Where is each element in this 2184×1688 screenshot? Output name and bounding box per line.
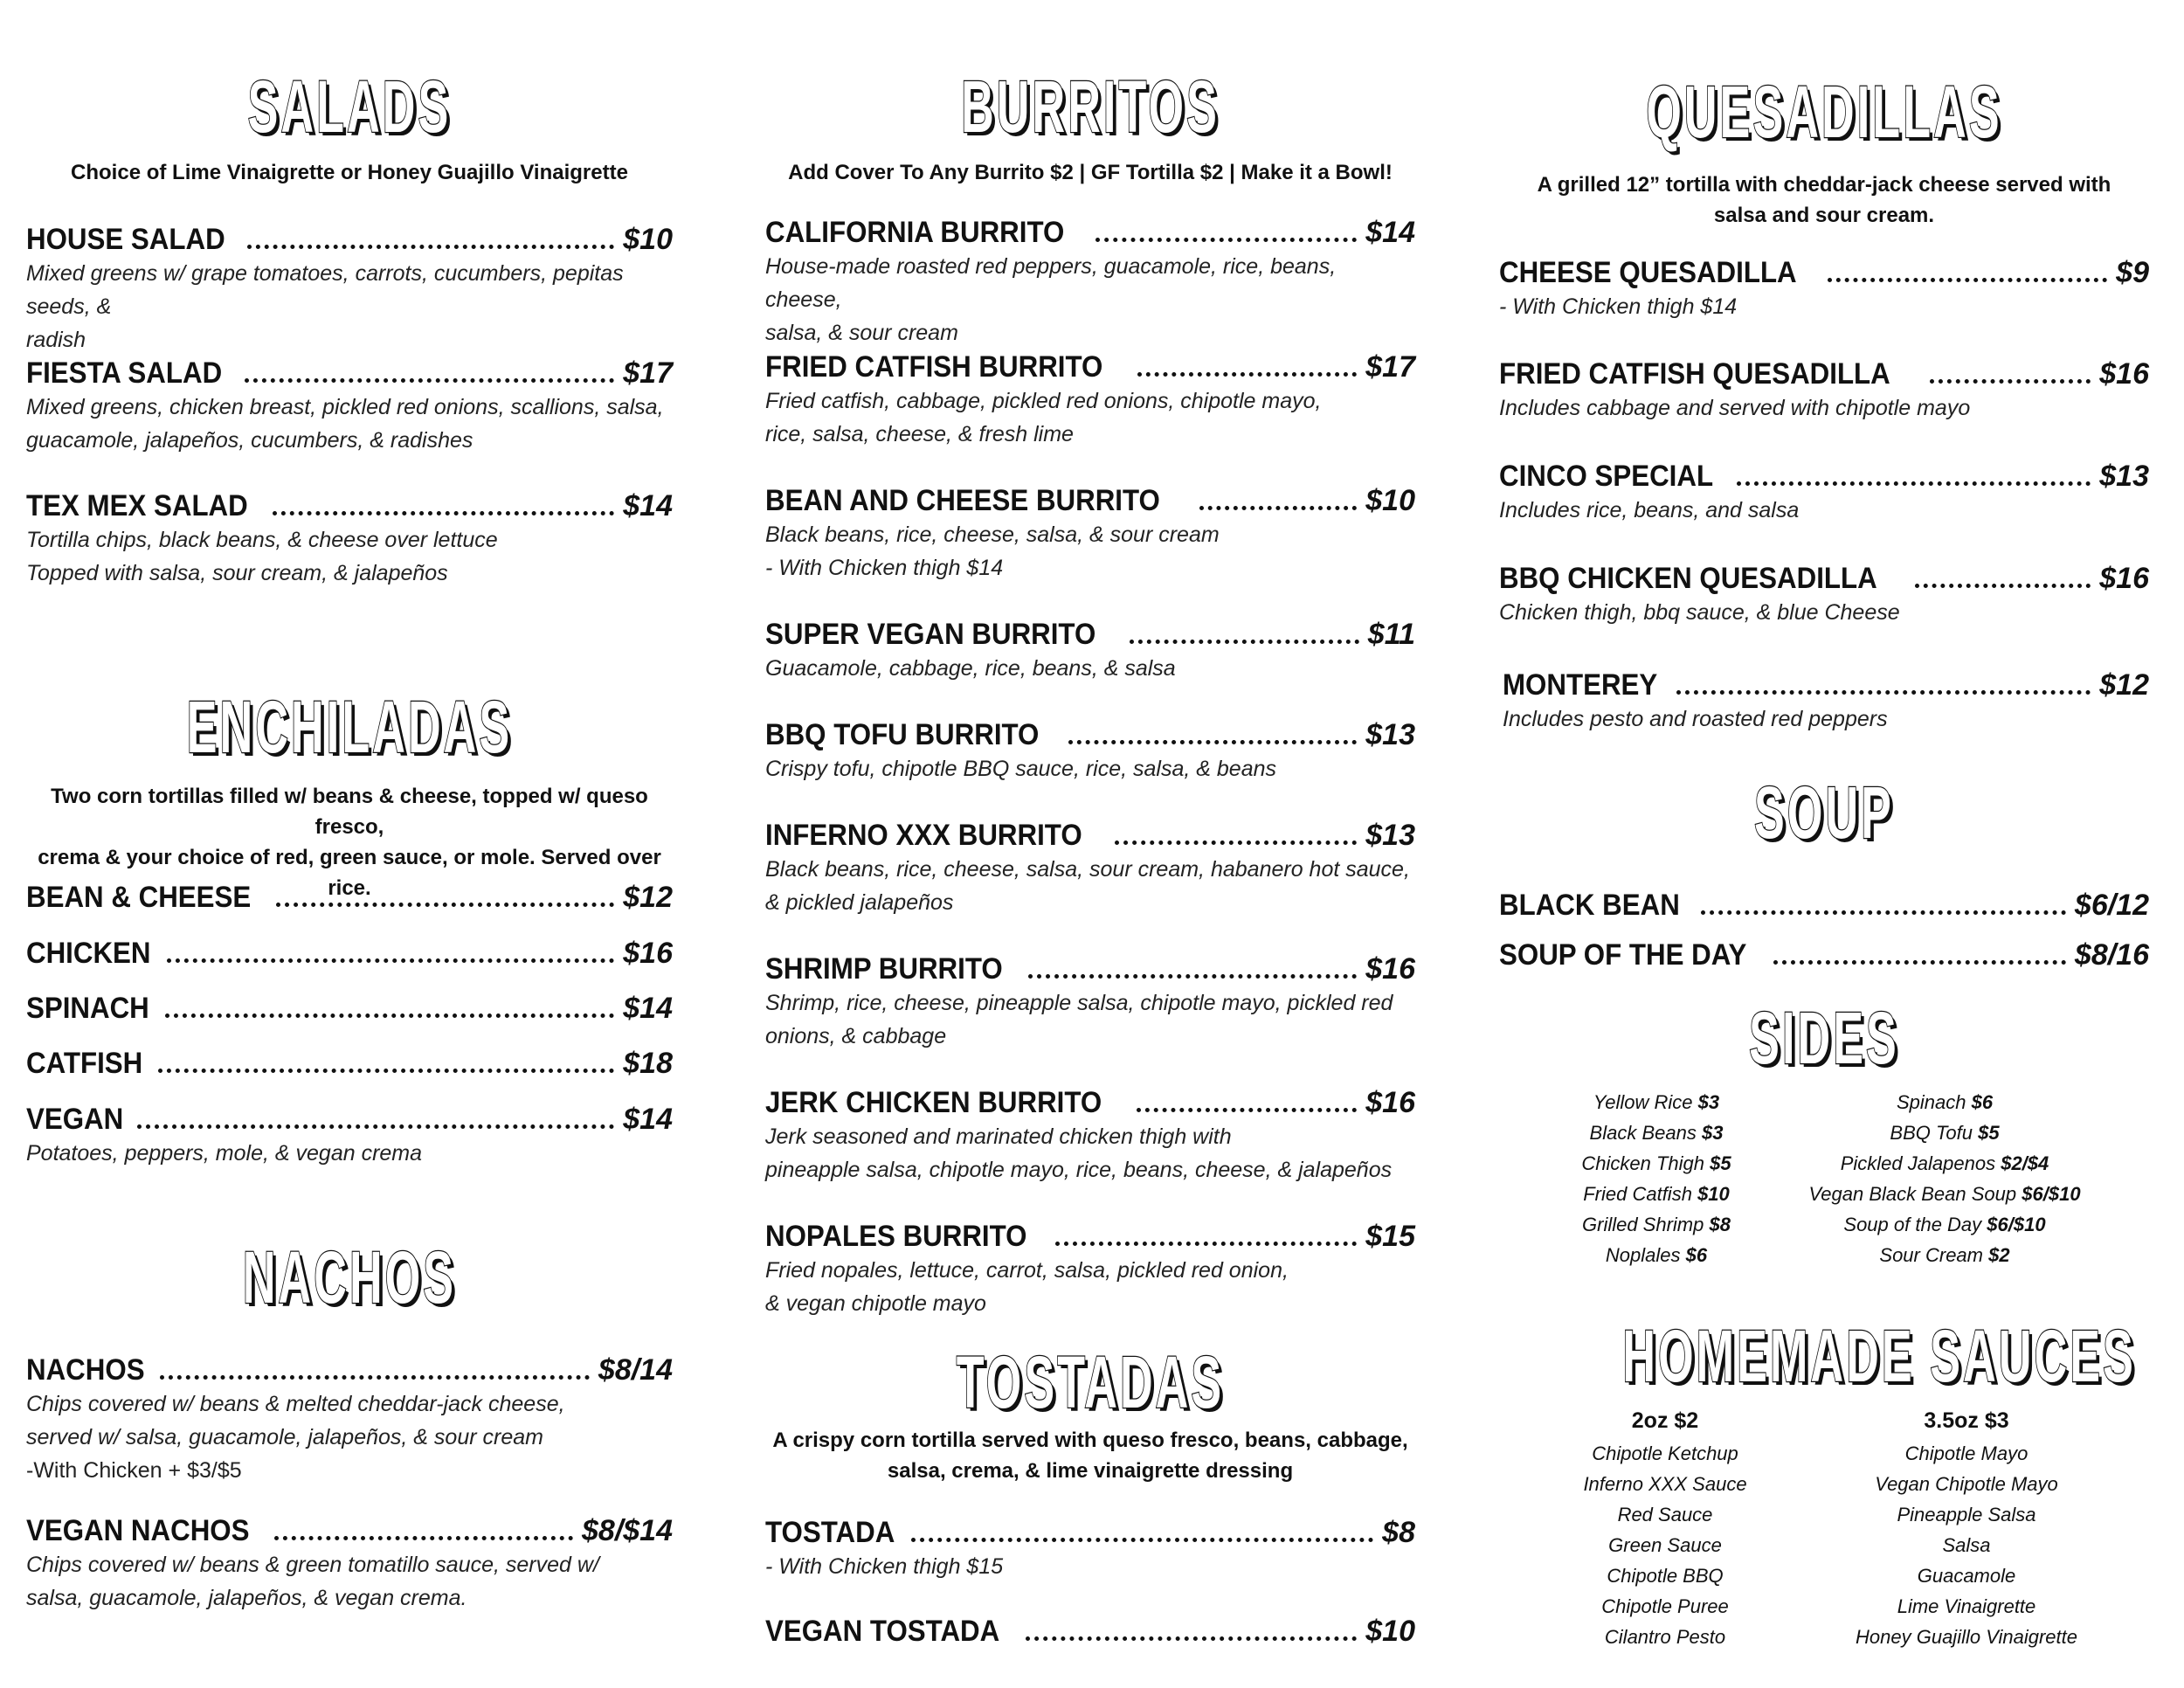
leader-dots bbox=[273, 511, 614, 515]
side-item: Black Beans $3 bbox=[1589, 1122, 1724, 1144]
leader-dots bbox=[165, 1013, 614, 1018]
item-description: Chips covered w/ beans & melted cheddar-jack cheese, served w/ salsa, guacamole, jalapeños, & sour cream -With Chicken + $3/$5 bbox=[26, 1392, 565, 1483]
sauce-item: Chipotle Ketchup bbox=[1592, 1442, 1738, 1464]
leader-dots bbox=[1028, 974, 1357, 979]
item-price: $13 bbox=[2099, 460, 2149, 493]
item-description: Black beans, rice, cheese, salsa, sour cream, habanero hot sauce, & pickled jalapeños bbox=[765, 857, 1410, 915]
menu-item-spinach bbox=[26, 991, 673, 1026]
item-name: TEX MEX SALAD bbox=[26, 489, 248, 522]
menu-item-cinco-special bbox=[1499, 459, 2149, 527]
sides-right-column bbox=[1796, 1087, 2093, 1270]
leader-dots bbox=[1130, 640, 1359, 644]
item-price: $16 bbox=[623, 937, 673, 970]
item-name: BBQ TOFU BURRITO bbox=[765, 718, 1040, 751]
sauce-item: Chipotle Puree bbox=[1601, 1595, 1729, 1617]
item-description: - With Chicken thigh $15 bbox=[765, 1554, 1004, 1579]
item-name: INFERNO XXX BURRITO bbox=[765, 819, 1082, 852]
item-price: $16 bbox=[1365, 1086, 1415, 1119]
sauce-size-2oz: 2oz $2 bbox=[1631, 1408, 1699, 1433]
leader-dots bbox=[1701, 910, 2066, 915]
menu-item-black-bean bbox=[1499, 888, 2149, 923]
side-item: BBQ Tofu $5 bbox=[1890, 1122, 2000, 1144]
side-item: Pickled Jalapenos $2/$4 bbox=[1840, 1152, 2049, 1174]
sauce-item: Chipotle Mayo bbox=[1904, 1442, 2028, 1464]
sauce-item: Vegan Chipotle Mayo bbox=[1875, 1473, 2058, 1495]
menu-item-tostada bbox=[765, 1515, 1415, 1583]
menu-item-super-vegan-burrito bbox=[765, 617, 1415, 685]
sauce-item: Salsa bbox=[1942, 1534, 1991, 1556]
item-name: BEAN & CHEESE bbox=[26, 881, 252, 914]
leader-dots bbox=[1737, 481, 2091, 486]
menu-item-monterey bbox=[1503, 668, 2149, 736]
item-name: BLACK BEAN bbox=[1499, 889, 1680, 922]
leader-dots bbox=[1930, 379, 2091, 384]
menu-item-inferno-xxx-burrito bbox=[765, 818, 1415, 919]
leader-dots bbox=[1828, 278, 2107, 282]
item-price: $13 bbox=[1365, 819, 1415, 852]
leader-dots bbox=[1137, 372, 1357, 377]
item-name: FRIED CATFISH BURRITO bbox=[765, 350, 1103, 384]
burritos-subtitle: Add Cover To Any Burrito $2 | GF Tortilla $2 | Make it a Bowl! bbox=[788, 161, 1393, 184]
item-description: Chicken thigh, bbq sauce, & blue Cheese bbox=[1499, 600, 1900, 625]
menu-item-nopales-burrito bbox=[765, 1219, 1415, 1320]
menu-item-fried-catfish-burrito bbox=[765, 349, 1415, 451]
item-price: $17 bbox=[623, 356, 673, 390]
item-name: VEGAN NACHOS bbox=[26, 1514, 250, 1547]
item-price: $18 bbox=[623, 1047, 673, 1080]
item-price: $14 bbox=[623, 489, 673, 522]
sauce-item: Red Sauce bbox=[1617, 1504, 1713, 1525]
menu-item-bbq-tofu-burrito bbox=[765, 717, 1415, 785]
item-description: Includes cabbage and served with chipotle mayo bbox=[1499, 396, 1971, 420]
item-price: $11 bbox=[1367, 618, 1415, 651]
menu-item-cheese-quesadilla bbox=[1499, 255, 2149, 323]
item-name: VEGAN TOSTADA bbox=[765, 1615, 1000, 1648]
burritos-title: BURRITOS bbox=[961, 66, 1220, 148]
leader-dots bbox=[1773, 960, 2066, 965]
salads-title: SALADS bbox=[247, 66, 452, 148]
side-item: Spinach $6 bbox=[1896, 1091, 1994, 1113]
side-item: Noplales $6 bbox=[1605, 1244, 1708, 1266]
item-name: CHICKEN bbox=[26, 937, 151, 970]
sauce-size-3-5oz: 3.5oz $3 bbox=[1924, 1408, 2009, 1433]
item-price: $8/16 bbox=[2074, 938, 2149, 972]
sauce-item: Lime Vinaigrette bbox=[1897, 1595, 2036, 1617]
leader-dots bbox=[1095, 238, 1357, 242]
item-price: $10 bbox=[623, 223, 673, 256]
item-description: Tortilla chips, black beans, & cheese over lettuce Topped with salsa, sour cream, & jalapeños bbox=[26, 528, 498, 585]
item-price: $13 bbox=[1365, 718, 1415, 751]
item-name: NOPALES BURRITO bbox=[765, 1220, 1027, 1253]
side-item: Fried Catfish $10 bbox=[1583, 1183, 1730, 1205]
sides-title: SIDES bbox=[1749, 997, 1899, 1079]
leader-dots bbox=[1068, 740, 1358, 744]
menu-item-vegan-nachos bbox=[26, 1513, 673, 1615]
quesadillas-subtitle: A grilled 12” tortilla with cheddar-jack cheese served with salsa and sour cream. bbox=[1537, 173, 2111, 227]
item-description: Mixed greens w/ grape tomatoes, carrots, cucumbers, pepitas seeds, & radish bbox=[26, 261, 624, 352]
side-item: Soup of the Day $6/$10 bbox=[1843, 1214, 2046, 1235]
item-name: FIESTA SALAD bbox=[26, 356, 223, 390]
item-description: Fried nopales, lettuce, carrot, salsa, pickled red onion, & vegan chipotle mayo bbox=[765, 1258, 1289, 1316]
leader-dots bbox=[1137, 1108, 1358, 1112]
side-item: Sour Cream $2 bbox=[1879, 1244, 2010, 1266]
tostadas-subtitle: A crispy corn tortilla served with queso fresco, beans, cabbage, salsa, crema, & lime vinaigrette dressing bbox=[772, 1429, 1408, 1483]
item-description: Includes pesto and roasted red peppers bbox=[1503, 707, 1888, 731]
item-description: Crispy tofu, chipotle BBQ sauce, rice, salsa, & beans bbox=[765, 757, 1276, 781]
sauces-left-column bbox=[1552, 1403, 1779, 1652]
leader-dots bbox=[1115, 841, 1357, 845]
quesadillas-title: QUESADILLAS bbox=[1646, 71, 2002, 153]
item-description: Includes rice, beans, and salsa bbox=[1499, 498, 1800, 522]
item-description: Shrimp, rice, cheese, pineapple salsa, chipotle mayo, pickled red onions, & cabbage bbox=[765, 991, 1393, 1048]
item-description: Jerk seasoned and marinated chicken thigh with pineapple salsa, chipotle mayo, rice, beans, cheese, & jalapeños bbox=[765, 1124, 1393, 1182]
sauce-item: Inferno XXX Sauce bbox=[1583, 1473, 1747, 1495]
menu-item-vegan-tostada bbox=[765, 1614, 1415, 1649]
item-name: VEGAN bbox=[26, 1103, 124, 1136]
side-item: Yellow Rice $3 bbox=[1593, 1091, 1720, 1113]
item-name: SOUP OF THE DAY bbox=[1499, 938, 1747, 972]
menu-item-fiesta-salad bbox=[26, 356, 673, 457]
side-item: Vegan Black Bean Soup $6/$10 bbox=[1808, 1183, 2081, 1205]
leader-dots bbox=[160, 1375, 590, 1380]
item-price: $12 bbox=[2099, 668, 2149, 702]
leader-dots bbox=[158, 1069, 614, 1073]
tostadas-title: TOSTADAS bbox=[956, 1341, 1225, 1423]
menu-item-fried-catfish-quesadilla bbox=[1499, 356, 2149, 425]
item-name: JERK CHICKEN BURRITO bbox=[765, 1086, 1102, 1119]
sauce-item: Cilantro Pesto bbox=[1604, 1626, 1726, 1648]
leader-dots bbox=[137, 1124, 614, 1129]
item-name: CATFISH bbox=[26, 1047, 143, 1080]
item-description: Mixed greens, chicken breast, pickled red onions, scallions, salsa, guacamole, jalapeños, cucumbers, & radishes bbox=[26, 395, 664, 453]
item-price: $12 bbox=[623, 881, 673, 914]
menu-item-bean-cheese bbox=[26, 880, 673, 915]
sauces-list bbox=[1552, 1403, 2111, 1652]
item-price: $8/$14 bbox=[582, 1514, 673, 1547]
menu-item-catfish bbox=[26, 1046, 673, 1081]
homemade-sauces-title: HOMEMADE SAUCES bbox=[1622, 1315, 2136, 1397]
sauce-item: Green Sauce bbox=[1608, 1534, 1722, 1556]
item-price: $8/14 bbox=[598, 1353, 673, 1387]
item-price: $8 bbox=[1382, 1516, 1415, 1549]
item-name: FRIED CATFISH QUESADILLA bbox=[1499, 357, 1890, 391]
leader-dots bbox=[245, 378, 615, 383]
item-price: $14 bbox=[623, 1103, 673, 1136]
item-description: - With Chicken thigh $14 bbox=[1499, 294, 1738, 319]
item-name: SUPER VEGAN BURRITO bbox=[765, 618, 1096, 651]
item-price: $15 bbox=[1365, 1220, 1415, 1253]
item-price: $14 bbox=[623, 992, 673, 1025]
item-description: Chips covered w/ beans & green tomatillo sauce, served w/ salsa, guacamole, jalapeños, & vegan crema. bbox=[26, 1553, 599, 1610]
soup-title: SOUP bbox=[1754, 771, 1894, 854]
item-price: $16 bbox=[2099, 562, 2149, 595]
menu-item-vegan bbox=[26, 1102, 673, 1170]
enchiladas-title: ENCHILADAS bbox=[186, 686, 513, 768]
item-name: NACHOS bbox=[26, 1353, 145, 1387]
item-name: BEAN AND CHEESE BURRITO bbox=[765, 484, 1160, 517]
salads-subtitle: Choice of Lime Vinaigrette or Honey Guajillo Vinaigrette bbox=[71, 161, 628, 184]
item-price: $9 bbox=[2116, 256, 2149, 289]
side-item: Chicken Thigh $5 bbox=[1581, 1152, 1731, 1174]
item-name: CINCO SPECIAL bbox=[1499, 460, 1714, 493]
leader-dots bbox=[1026, 1636, 1358, 1641]
item-name: SPINACH bbox=[26, 992, 149, 1025]
item-name: SHRIMP BURRITO bbox=[765, 952, 1003, 986]
item-name: HOUSE SALAD bbox=[26, 223, 225, 256]
item-price: $10 bbox=[1365, 484, 1415, 517]
menu-item-jerk-chicken-burrito bbox=[765, 1085, 1415, 1186]
sauce-item: Guacamole bbox=[1917, 1565, 2016, 1587]
menu-item-bbq-chicken-quesadilla bbox=[1499, 561, 2149, 629]
item-name: CHEESE QUESADILLA bbox=[1499, 256, 1797, 289]
menu-item-bean-and-cheese-burrito bbox=[765, 483, 1415, 585]
item-price: $17 bbox=[1365, 350, 1415, 384]
sides-list bbox=[1552, 1087, 2093, 1270]
item-name: BBQ CHICKEN QUESADILLA bbox=[1499, 562, 1877, 595]
item-name: MONTEREY bbox=[1503, 668, 1658, 702]
menu-item-california-burrito bbox=[765, 215, 1415, 349]
sauce-item: Honey Guajillo Vinaigrette bbox=[1856, 1626, 2077, 1648]
menu-item-shrimp-burrito bbox=[765, 951, 1415, 1053]
item-name: TOSTADA bbox=[765, 1516, 895, 1549]
leader-dots bbox=[1055, 1242, 1358, 1246]
item-price: $16 bbox=[1365, 952, 1415, 986]
leader-dots bbox=[274, 1536, 573, 1540]
item-description: House-made roasted red peppers, guacamole, rice, beans, cheese, salsa, & sour cream bbox=[765, 254, 1337, 345]
menu-item-house-salad bbox=[26, 222, 673, 356]
menu-item-tex-mex-salad bbox=[26, 488, 673, 590]
sauces-right-column bbox=[1822, 1403, 2111, 1652]
item-description: Fried catfish, cabbage, pickled red onions, chipotle mayo, rice, salsa, cheese, & fresh lime bbox=[765, 389, 1322, 446]
nachos-title: NACHOS bbox=[242, 1236, 457, 1318]
leader-dots bbox=[247, 245, 614, 249]
item-description: Guacamole, cabbage, rice, beans, & salsa bbox=[765, 656, 1176, 681]
leader-dots bbox=[276, 903, 615, 907]
item-price: $6/12 bbox=[2074, 889, 2149, 922]
menu-item-chicken bbox=[26, 936, 673, 971]
sauce-item: Chipotle BBQ bbox=[1607, 1565, 1724, 1587]
sauce-item: Pineapple Salsa bbox=[1897, 1504, 2036, 1525]
item-price: $14 bbox=[1365, 216, 1415, 249]
sides-left-column bbox=[1552, 1087, 1761, 1270]
leader-dots bbox=[167, 958, 614, 963]
item-price: $16 bbox=[2099, 357, 2149, 391]
item-description: Black beans, rice, cheese, salsa, & sour cream - With Chicken thigh $14 bbox=[765, 522, 1220, 580]
enchiladas-subtitle: Two corn tortillas filled w/ beans & cheese, topped w/ queso fresco, crema & your choice of red, green sauce, or mole. Served over rice. bbox=[38, 785, 661, 900]
leader-dots bbox=[1676, 690, 2091, 695]
menu-item-soup-of-the-day bbox=[1499, 937, 2149, 972]
side-item: Grilled Shrimp $8 bbox=[1582, 1214, 1731, 1235]
item-name: CALIFORNIA BURRITO bbox=[765, 216, 1065, 249]
leader-dots bbox=[911, 1538, 1373, 1542]
menu-item-nachos bbox=[26, 1352, 673, 1487]
item-description: Potatoes, peppers, mole, & vegan crema bbox=[26, 1141, 423, 1166]
leader-dots bbox=[1915, 584, 2091, 588]
item-price: $10 bbox=[1365, 1615, 1415, 1648]
leader-dots bbox=[1199, 506, 1357, 510]
